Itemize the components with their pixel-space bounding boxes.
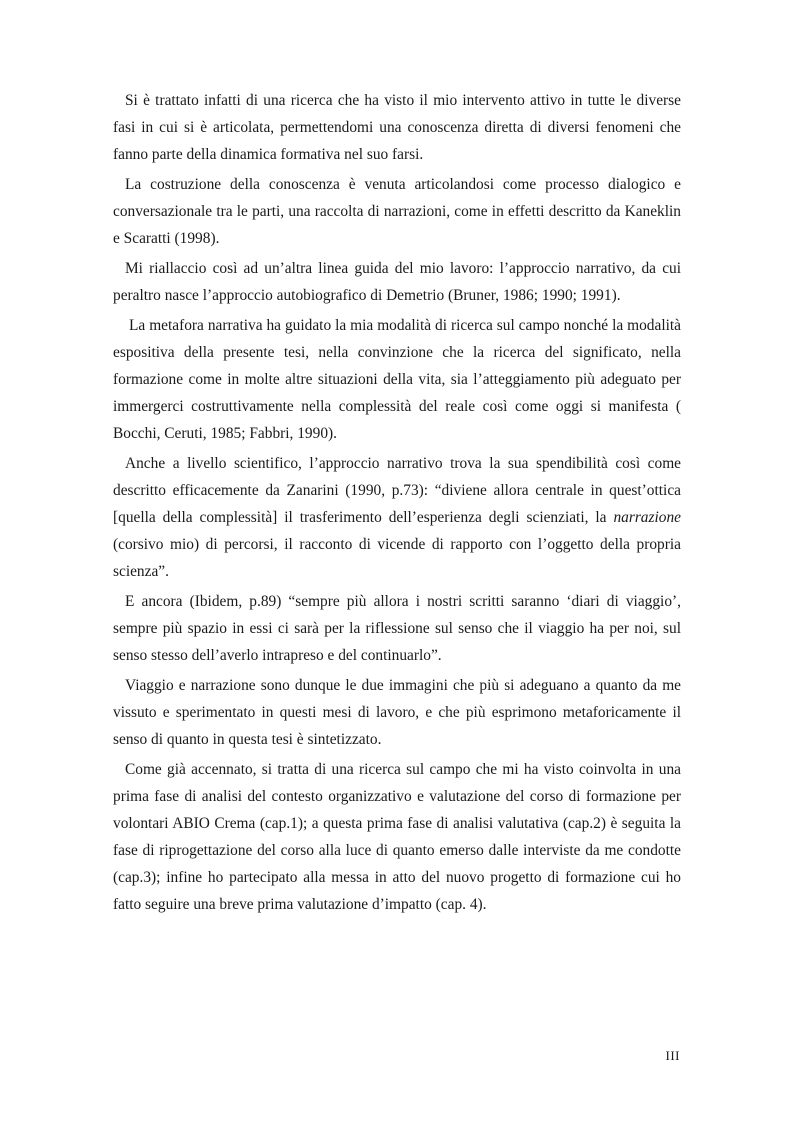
paragraph-6: E ancora (Ibidem, p.89) “sempre più allora i nostri scritti saranno ‘diari di viaggio’, sempre più spazio in essi ci sarà per la riflessione sul senso che il viaggio ha per noi, sul senso stesso dell’averlo intrapreso e del continuarlo”. [113, 593, 681, 664]
page-number: III [665, 1048, 680, 1063]
paragraph-8: Come già accennato, si tratta di una ricerca sul campo che mi ha visto coinvolta in una prima fase di analisi del contesto organizzativo e valutazione del corso di formazione per volontari ABIO Crema (cap.1); a questa prima fase di analisi valutativa (cap.2) è seguita la fase di riprogettazione del corso alla luce di quanto emerso dalle interviste da me condotte (cap.3); infine ho partecipato alla messa in atto del nuovo progetto di formazione cui ho fatto seguire una breve prima valutazione d’impatto (cap. 4). [113, 761, 681, 913]
paragraph-5-text-before: Anche a livello scientifico, l’approccio narrativo trova la sua spendibilità così come descritto efficacemente da Zanarini (1990, p.73): “diviene allora centrale in quest’ottica [quella della complessità] il trasferimento dell’esperienza degli scienziati, la [113, 455, 681, 526]
paragraph-3: Mi riallaccio così ad un’altra linea guida del mio lavoro: l’approccio narrativo, da cui peraltro nasce l’approccio autobiografico di Demetrio (Bruner, 1986; 1990; 1991). [113, 260, 681, 304]
paragraph-2: La costruzione della conoscenza è venuta articolandosi come processo dialogico e conversazionale tra le parti, una raccolta di narrazioni, come in effetti descritto da Kaneklin e Scaratti (1998). [113, 176, 681, 247]
paragraph-7: Viaggio e narrazione sono dunque le due immagini che più si adeguano a quanto da me vissuto e sperimentato in questi mesi di lavoro, e che più esprimono metaforicamente il senso di quanto in questa tesi è sintetizzato. [113, 677, 681, 748]
paragraph-5-text-after: (corsivo mio) di percorsi, il racconto di vicende di rapporto con l’oggetto della propria scienza”. [113, 536, 681, 580]
paragraph-5 [113, 450, 681, 585]
paragraph-1: Si è trattato infatti di una ricerca che ha visto il mio intervento attivo in tutte le diverse fasi in cui si è articolata, permettendomi una conoscenza diretta di diversi fenomeni che fanno parte della dinamica formativa nel suo farsi. [113, 92, 681, 163]
body-text [113, 87, 681, 921]
paragraph-5-italic-term: narrazione [613, 509, 681, 526]
paragraph-4: La metafora narrativa ha guidato la mia modalità di ricerca sul campo nonché la modalità espositiva della presente tesi, nella convinzione che la ricerca del significato, nella formazione come in molte altre situazioni della vita, sia l’atteggiamento più adeguato per immergerci costruttivamente nella complessità del reale così come oggi si manifesta ( Bocchi, Ceruti, 1985; Fabbri, 1990). [113, 317, 681, 442]
